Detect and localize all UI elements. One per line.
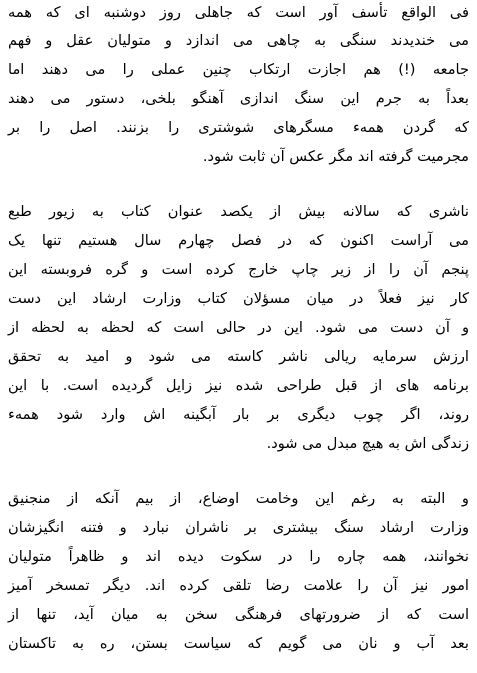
paragraph-1-line-2: می خندیدند سنگی به چاهی می اندازد و متولیان عقل و فهم: [8, 32, 469, 49]
paragraph-1-line-4: بعداً به جرم این سنگ اندازی آهنگو بلخی، دستور می دهند: [8, 90, 469, 107]
paragraph-1-line-5: که گردن همهء مسگرهای شوشتری را بزنند. اصل را بر: [8, 119, 469, 136]
paragraph-2-line-9: زندگی اش به هیچ مبدل می شود.: [266, 435, 469, 452]
paragraph-1-line-3: جامعه (!) هم اجازت ارتکاب چنین عملی را می دهند اما: [8, 61, 469, 78]
paragraph-3-line-2: وزارت ارشاد سنگ بیشتری بر ناشران نبارد و فتنه انگیزشان: [8, 519, 469, 536]
paragraph-1-line-6: مجرمیت گرفته اند مگر عکس آن ثابت شود.: [202, 148, 469, 165]
paragraph-3-line-4: امور نیز آن را علامت رضا تلقی کرده اند. دیگر تمسخر آمیز: [8, 577, 469, 594]
paragraph-3-line-6: بعد آب و نان می گویم که سیاست بستن، ره به تاکستان: [8, 635, 469, 652]
paragraph-3-line-1: و البته به رغم این وخامت اوضاع، از بیم آنکه از منجنیق: [8, 490, 469, 507]
paragraph-1-line-1: فی الواقع تأسف آور است که جاهلی روز دوشنبه ای که همه: [8, 4, 469, 21]
paragraph-2-line-3: پنجم آن را از زیر چاپ خارج کرده است و گره فروبسته این: [8, 261, 469, 278]
paragraph-3-line-5: است که از ضرورتهای فرهنگی سخن به میان آید، تنها از: [8, 606, 469, 623]
paragraph-2-line-6: ارزش سرمایه ریالی ناشر کاسته می شود و امید به تحقق: [8, 348, 469, 365]
paragraph-2-line-8: روند، اگر چوب دیگری بر بار آبگینه اش وارد شود همهء: [8, 406, 469, 423]
paragraph-2-line-4: کار نیز فعلاً در میان مسؤلان کتاب وزارت ارشاد این دست: [8, 290, 469, 307]
paragraph-2-line-2: می آراست اکنون که در فصل چهارم سال هستیم تنها یک: [8, 232, 469, 249]
paragraph-2-line-5: و آن دست می شود. این در حالی است که لحظه به لحظه از: [8, 319, 469, 336]
paragraph-3-line-3: نخوانند، همه چاره را در سکوت دیده اند و ظاهراً متولیان: [8, 548, 469, 565]
paragraph-2-line-7: برنامه های از قبل طراحی شده نیز زایل گردیده است. با این: [8, 377, 469, 394]
paragraph-2-line-1: ناشری که سالانه بیش از یکصد عنوان کتاب به زیور طبع: [8, 203, 469, 220]
